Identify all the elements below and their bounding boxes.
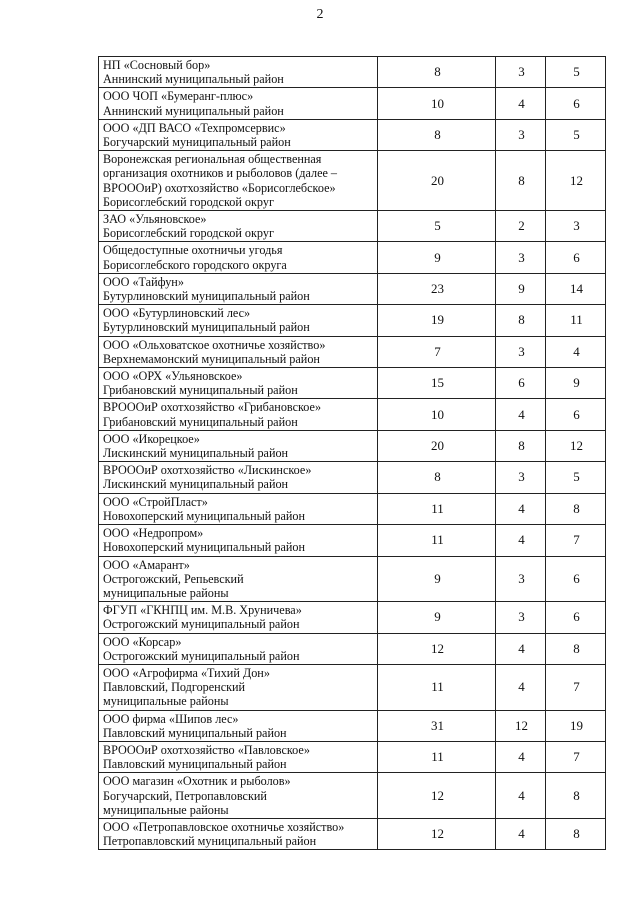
table-body bbox=[99, 57, 606, 850]
value-cell-v3: 8 bbox=[546, 773, 606, 819]
organization-cell bbox=[99, 336, 378, 367]
organization-text-line: ООО магазин «Охотник и рыболов» bbox=[103, 774, 291, 789]
organization-cell bbox=[99, 493, 378, 524]
value-cell-v2: 6 bbox=[496, 368, 546, 399]
table-row bbox=[99, 242, 606, 273]
value-cell-v3: 12 bbox=[546, 151, 606, 211]
organization-text-line: Павловский муниципальный район bbox=[103, 757, 287, 772]
table-row bbox=[99, 211, 606, 242]
organization-text-line: ООО «Петропавловское охотничье хозяйство» bbox=[103, 819, 345, 834]
organization-text-line: Лискинский муниципальный район bbox=[103, 477, 289, 492]
table-row bbox=[99, 273, 606, 304]
organization-text-line: Аннинский муниципальный район bbox=[103, 72, 284, 87]
table-row bbox=[99, 773, 606, 819]
value-cell-v2: 4 bbox=[496, 493, 546, 524]
organization-text-line: Лискинский муниципальный район bbox=[103, 446, 289, 461]
organization-text-line: ООО ЧОП «Бумеранг-плюс» bbox=[103, 89, 254, 104]
table-row bbox=[99, 399, 606, 430]
value-cell-v1: 12 bbox=[378, 773, 496, 819]
organization-text-line: Борисоглебского городского округа bbox=[103, 257, 287, 272]
table-row bbox=[99, 336, 606, 367]
value-cell-v2: 4 bbox=[496, 88, 546, 119]
value-cell-v3: 5 bbox=[546, 119, 606, 150]
value-cell-v2: 4 bbox=[496, 773, 546, 819]
value-cell-v1: 12 bbox=[378, 818, 496, 849]
table-row bbox=[99, 151, 606, 211]
organization-text-line: ВРОООиР) охотхозяйство «Борисоглебское» bbox=[103, 180, 336, 195]
value-cell-v1: 19 bbox=[378, 305, 496, 336]
value-cell-v3: 5 bbox=[546, 462, 606, 493]
value-cell-v1: 7 bbox=[378, 336, 496, 367]
organization-text-line: Борисоглебский городской округ bbox=[103, 226, 274, 241]
organization-text-line: Новохоперский муниципальный район bbox=[103, 540, 306, 555]
organization-text-line: ООО «Недропром» bbox=[103, 526, 204, 541]
table-row bbox=[99, 88, 606, 119]
organization-text-line: ООО «Икорецкое» bbox=[103, 431, 200, 446]
table-row bbox=[99, 525, 606, 556]
organization-cell bbox=[99, 773, 378, 819]
value-cell-v2: 3 bbox=[496, 242, 546, 273]
value-cell-v1: 8 bbox=[378, 462, 496, 493]
value-cell-v3: 12 bbox=[546, 430, 606, 461]
value-cell-v1: 9 bbox=[378, 556, 496, 602]
value-cell-v3: 8 bbox=[546, 818, 606, 849]
organization-text-line: Бутурлиновский муниципальный район bbox=[103, 289, 310, 304]
value-cell-v2: 12 bbox=[496, 710, 546, 741]
hunting-grounds-table bbox=[98, 56, 606, 850]
value-cell-v3: 11 bbox=[546, 305, 606, 336]
organization-text-line: ООО «СтройПласт» bbox=[103, 494, 208, 509]
value-cell-v1: 11 bbox=[378, 741, 496, 772]
value-cell-v1: 10 bbox=[378, 399, 496, 430]
value-cell-v1: 31 bbox=[378, 710, 496, 741]
value-cell-v3: 6 bbox=[546, 242, 606, 273]
page-number: 2 bbox=[316, 7, 324, 22]
value-cell-v3: 8 bbox=[546, 493, 606, 524]
organization-text-line: Аннинский муниципальный район bbox=[103, 103, 284, 118]
value-cell-v1: 8 bbox=[378, 57, 496, 88]
organization-cell bbox=[99, 430, 378, 461]
value-cell-v2: 3 bbox=[496, 462, 546, 493]
organization-cell bbox=[99, 710, 378, 741]
value-cell-v3: 8 bbox=[546, 633, 606, 664]
value-cell-v1: 10 bbox=[378, 88, 496, 119]
organization-text-line: Бутурлиновский муниципальный район bbox=[103, 320, 310, 335]
organization-text-line: ООО «Амарант» bbox=[103, 557, 190, 572]
table-row bbox=[99, 633, 606, 664]
organization-cell bbox=[99, 273, 378, 304]
value-cell-v2: 9 bbox=[496, 273, 546, 304]
table-row bbox=[99, 818, 606, 849]
value-cell-v2: 4 bbox=[496, 741, 546, 772]
value-cell-v3: 5 bbox=[546, 57, 606, 88]
organization-text-line: ВРОООиР охотхозяйство «Грибановское» bbox=[103, 400, 322, 415]
value-cell-v2: 2 bbox=[496, 211, 546, 242]
organization-text-line: Павловский муниципальный район bbox=[103, 725, 287, 740]
value-cell-v2: 8 bbox=[496, 430, 546, 461]
value-cell-v1: 12 bbox=[378, 633, 496, 664]
organization-cell bbox=[99, 664, 378, 710]
organization-text-line: ООО «Тайфун» bbox=[103, 274, 184, 289]
organization-cell bbox=[99, 242, 378, 273]
value-cell-v3: 6 bbox=[546, 602, 606, 633]
organization-cell bbox=[99, 399, 378, 430]
value-cell-v3: 14 bbox=[546, 273, 606, 304]
value-cell-v1: 5 bbox=[378, 211, 496, 242]
organization-text-line: Новохоперский муниципальный район bbox=[103, 508, 306, 523]
organization-cell bbox=[99, 602, 378, 633]
table-row bbox=[99, 664, 606, 710]
value-cell-v1: 20 bbox=[378, 430, 496, 461]
table-row bbox=[99, 493, 606, 524]
organization-text-line: организация охотников и рыболовов (далее – bbox=[103, 166, 338, 181]
organization-text-line: ВРОООиР охотхозяйство «Лискинское» bbox=[103, 463, 312, 478]
organization-text-line: Борисоглебский городской округ bbox=[103, 194, 274, 209]
value-cell-v2: 3 bbox=[496, 119, 546, 150]
organization-text-line: ООО «ОРХ «Ульяновское» bbox=[103, 369, 243, 384]
table-row bbox=[99, 57, 606, 88]
table-row bbox=[99, 710, 606, 741]
organization-cell bbox=[99, 556, 378, 602]
value-cell-v3: 7 bbox=[546, 741, 606, 772]
value-cell-v1: 11 bbox=[378, 664, 496, 710]
organization-text-line: Острогожский, Репьевский bbox=[103, 571, 244, 586]
organization-cell bbox=[99, 368, 378, 399]
table-row bbox=[99, 119, 606, 150]
organization-text-line: ЗАО «Ульяновское» bbox=[103, 212, 207, 227]
organization-cell bbox=[99, 462, 378, 493]
value-cell-v3: 6 bbox=[546, 88, 606, 119]
value-cell-v2: 3 bbox=[496, 556, 546, 602]
organization-text-line: Петропавловский муниципальный район bbox=[103, 834, 317, 849]
organization-text-line: НП «Сосновый бор» bbox=[103, 58, 211, 72]
value-cell-v1: 9 bbox=[378, 242, 496, 273]
value-cell-v2: 4 bbox=[496, 633, 546, 664]
organization-text-line: Острогожский муниципальный район bbox=[103, 648, 300, 663]
value-cell-v3: 3 bbox=[546, 211, 606, 242]
organization-cell bbox=[99, 633, 378, 664]
table-row bbox=[99, 741, 606, 772]
value-cell-v2: 8 bbox=[496, 305, 546, 336]
value-cell-v2: 4 bbox=[496, 818, 546, 849]
table-row bbox=[99, 368, 606, 399]
table-row bbox=[99, 556, 606, 602]
value-cell-v2: 3 bbox=[496, 336, 546, 367]
organization-text-line: Грибановский муниципальный район bbox=[103, 414, 298, 429]
value-cell-v3: 9 bbox=[546, 368, 606, 399]
organization-cell bbox=[99, 151, 378, 211]
organization-cell bbox=[99, 88, 378, 119]
organization-text-line: ООО «Бутурлиновский лес» bbox=[103, 306, 251, 321]
value-cell-v3: 7 bbox=[546, 525, 606, 556]
value-cell-v1: 23 bbox=[378, 273, 496, 304]
value-cell-v3: 19 bbox=[546, 710, 606, 741]
table-row bbox=[99, 462, 606, 493]
organization-text-line: Богучарский муниципальный район bbox=[103, 135, 291, 150]
organization-cell bbox=[99, 818, 378, 849]
value-cell-v1: 11 bbox=[378, 493, 496, 524]
organization-text-line: ООО «Ольховатское охотничье хозяйство» bbox=[103, 337, 326, 352]
value-cell-v2: 3 bbox=[496, 602, 546, 633]
value-cell-v2: 4 bbox=[496, 525, 546, 556]
value-cell-v2: 4 bbox=[496, 399, 546, 430]
organization-text-line: ФГУП «ГКНПЦ им. М.В. Хруничева» bbox=[103, 603, 302, 618]
organization-text-line: Грибановский муниципальный район bbox=[103, 383, 298, 398]
value-cell-v3: 4 bbox=[546, 336, 606, 367]
value-cell-v1: 9 bbox=[378, 602, 496, 633]
organization-text-line: ООО «Агрофирма «Тихий Дон» bbox=[103, 665, 270, 680]
organization-cell bbox=[99, 211, 378, 242]
organization-text-line: Верхнемамонский муниципальный район bbox=[103, 351, 320, 366]
value-cell-v1: 11 bbox=[378, 525, 496, 556]
organization-text-line: ВРОООиР охотхозяйство «Павловское» bbox=[103, 742, 310, 757]
organization-text-line: Воронежская региональная общественная bbox=[103, 152, 322, 167]
organization-text-line: Общедоступные охотничьи угодья bbox=[103, 243, 283, 258]
value-cell-v2: 3 bbox=[496, 57, 546, 88]
table-row bbox=[99, 305, 606, 336]
value-cell-v1: 15 bbox=[378, 368, 496, 399]
organization-text-line: Острогожский муниципальный район bbox=[103, 617, 300, 632]
value-cell-v3: 7 bbox=[546, 664, 606, 710]
organization-text-line: ООО «ДП ВАСО «Техпромсервис» bbox=[103, 120, 286, 135]
value-cell-v3: 6 bbox=[546, 556, 606, 602]
value-cell-v1: 20 bbox=[378, 151, 496, 211]
value-cell-v3: 6 bbox=[546, 399, 606, 430]
value-cell-v1: 8 bbox=[378, 119, 496, 150]
organization-cell bbox=[99, 119, 378, 150]
organization-text-line: Павловский, Подгоренский bbox=[103, 680, 246, 695]
organization-text-line: ООО «Корсар» bbox=[103, 634, 182, 649]
organization-text-line: ООО фирма «Шипов лес» bbox=[103, 711, 239, 726]
organization-text-line: муниципальные районы bbox=[103, 802, 229, 817]
value-cell-v2: 8 bbox=[496, 151, 546, 211]
organization-cell bbox=[99, 525, 378, 556]
table-row bbox=[99, 602, 606, 633]
organization-cell bbox=[99, 741, 378, 772]
organization-cell bbox=[99, 305, 378, 336]
organization-text-line: муниципальные районы bbox=[103, 585, 229, 600]
organization-text-line: муниципальные районы bbox=[103, 694, 229, 709]
organization-text-line: Богучарский, Петропавловский bbox=[103, 788, 267, 803]
organization-cell bbox=[99, 57, 378, 88]
table-row bbox=[99, 430, 606, 461]
value-cell-v2: 4 bbox=[496, 664, 546, 710]
